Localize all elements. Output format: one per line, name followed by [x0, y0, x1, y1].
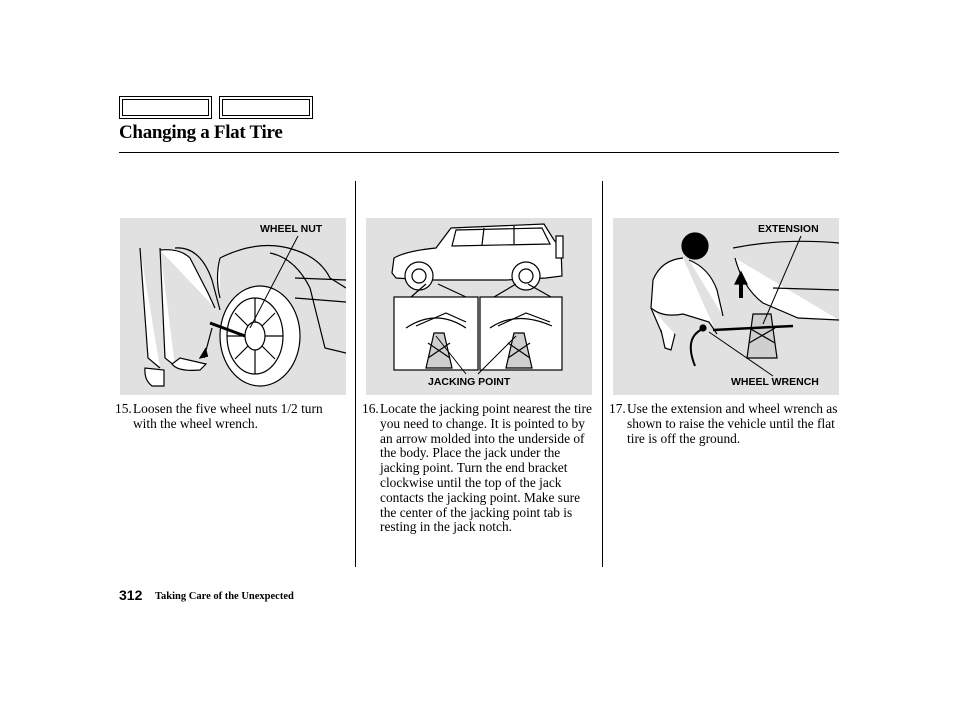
figure-loosen-wheel-nuts	[120, 218, 346, 395]
callout-jacking-point: JACKING POINT	[428, 376, 511, 388]
header-tab-box-1	[119, 96, 212, 119]
step-16	[362, 402, 594, 535]
title-rule	[119, 152, 839, 153]
figure-jacking-point	[366, 218, 592, 395]
figure-raise-vehicle	[613, 218, 839, 395]
step-17	[609, 402, 841, 446]
callout-line-jacking-point	[366, 218, 592, 395]
callout-extension: EXTENSION	[758, 223, 819, 235]
step-15	[115, 402, 347, 432]
page-number: 312	[119, 587, 143, 603]
section-name: Taking Care of the Unexpected	[155, 591, 294, 602]
page-title: Changing a Flat Tire	[119, 122, 283, 143]
step-number: 16.	[362, 401, 379, 416]
column-divider-2	[602, 181, 603, 567]
step-number: 15.	[115, 401, 132, 416]
step-text: Loosen the five wheel nuts 1/2 turn with the wheel wrench.	[133, 401, 323, 431]
column-divider-1	[355, 181, 356, 567]
callout-wheel-wrench: WHEEL WRENCH	[731, 376, 819, 388]
callout-lines-raise-vehicle	[613, 218, 839, 395]
step-text: Use the extension and wheel wrench as shown to raise the vehicle until the flat tire is off the ground.	[627, 401, 838, 446]
step-text: Locate the jacking point nearest the tire you need to change. It is pointed to by an arrow molded into the underside of the body. Place the jack under the jacking point. Turn the end bracket clockwise until the top of the jack contacts the jacking point. Make sure the center of the jacking point tab is resting in the jack notch.	[380, 401, 592, 535]
callout-wheel-nut: WHEEL NUT	[260, 223, 323, 235]
header-tab-box-2	[219, 96, 313, 119]
callout-line-wheel-nut	[120, 218, 346, 395]
step-number: 17.	[609, 401, 626, 416]
